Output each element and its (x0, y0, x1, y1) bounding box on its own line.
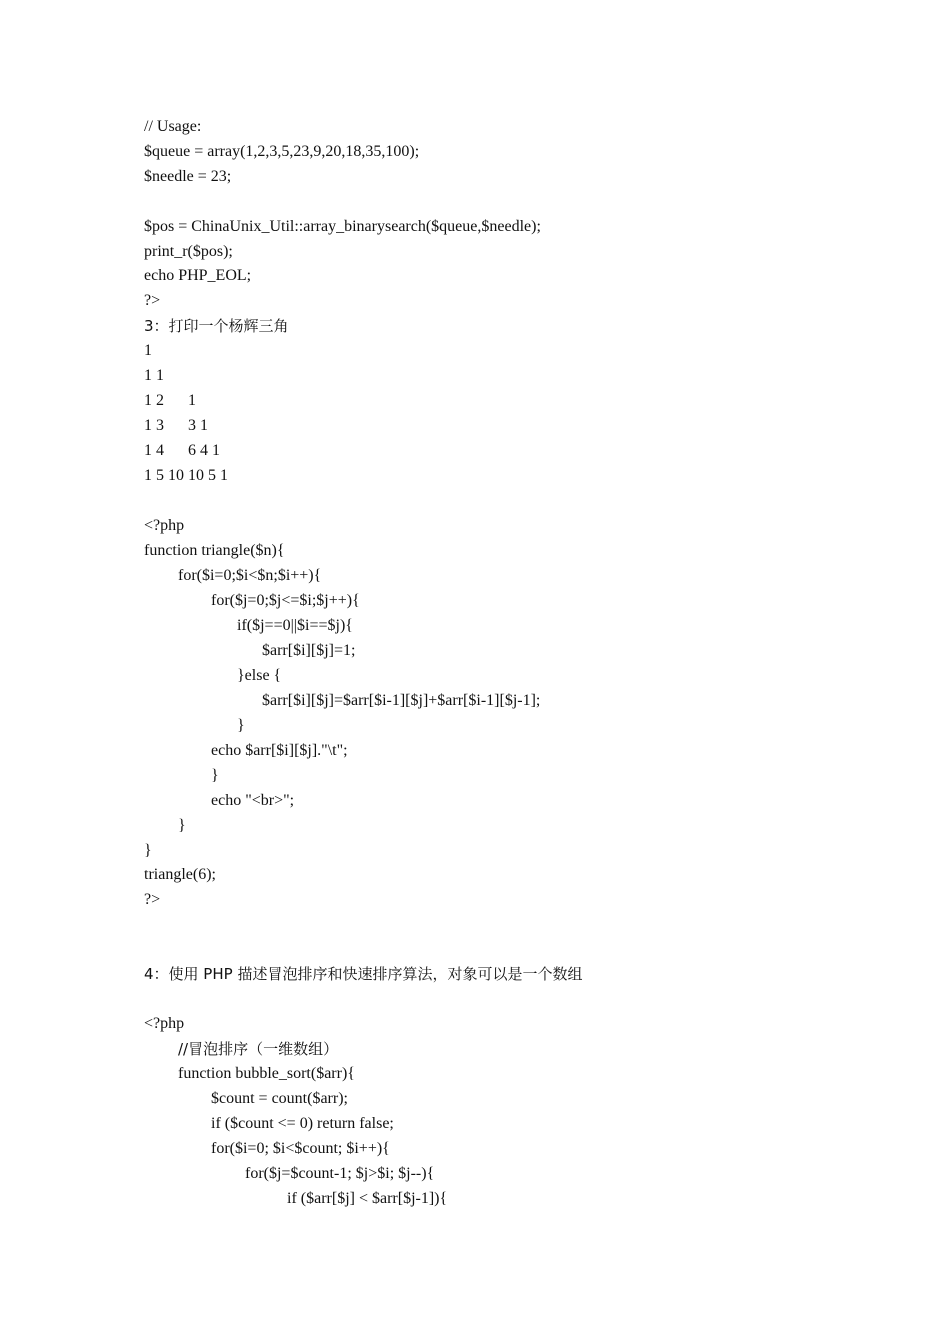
code-line: $pos = ChinaUnix_Util::array_binarysearch($queue,$needle); (144, 218, 541, 235)
code-line: $count = count($arr); (211, 1090, 348, 1107)
code-line: if ($arr[$j] < $arr[$j-1]){ (287, 1190, 448, 1207)
section-heading: 4：使用 PHP 描述冒泡排序和快速排序算法，对象可以是一个数组 (144, 965, 583, 983)
code-line: }else { (237, 667, 282, 684)
triangle-row: 1 4 6 4 1 (144, 442, 220, 459)
triangle-row: 1 (144, 342, 152, 359)
code-line: echo $arr[$i][$j]."\t"; (211, 742, 348, 759)
code-line: // Usage: (144, 118, 202, 135)
triangle-row: 1 5 10 10 5 1 (144, 467, 228, 484)
code-line: ?> (144, 292, 161, 309)
triangle-row: 1 2 1 (144, 392, 196, 409)
code-line: $queue = array(1,2,3,5,23,9,20,18,35,100); (144, 143, 420, 160)
code-line: triangle(6); (144, 866, 216, 883)
code-line: echo PHP_EOL; (144, 267, 252, 284)
code-line: function bubble_sort($arr){ (178, 1065, 355, 1082)
code-line: if($j==0||$i==$j){ (237, 617, 353, 634)
code-line: } (211, 767, 219, 784)
code-line: print_r($pos); (144, 243, 233, 260)
code-line: ?> (144, 891, 161, 908)
section-heading: 3：打印一个杨辉三角 (144, 317, 289, 335)
code-line: } (178, 817, 186, 834)
code-line: for($i=0; $i<$count; $i++){ (211, 1140, 390, 1157)
code-line: $arr[$i][$j]=1; (262, 642, 356, 659)
code-line: <?php (144, 517, 185, 534)
code-comment: //冒泡排序（一维数组） (178, 1040, 339, 1058)
code-line: <?php (144, 1015, 185, 1032)
triangle-row: 1 3 3 1 (144, 417, 208, 434)
code-line: for($i=0;$i<$n;$i++){ (178, 567, 322, 584)
code-line: } (237, 717, 245, 734)
code-line: function triangle($n){ (144, 542, 285, 559)
triangle-row: 1 1 (144, 367, 164, 384)
code-line: for($j=0;$j<=$i;$j++){ (211, 592, 360, 609)
code-line: for($j=$count-1; $j>$i; $j--){ (245, 1165, 435, 1182)
code-line: } (144, 842, 152, 859)
code-line: if ($count <= 0) return false; (211, 1115, 394, 1132)
code-line: $needle = 23; (144, 168, 232, 185)
code-line: $arr[$i][$j]=$arr[$i-1][$j]+$arr[$i-1][$j-1]; (262, 692, 541, 709)
code-line: echo "<br>"; (211, 792, 295, 809)
